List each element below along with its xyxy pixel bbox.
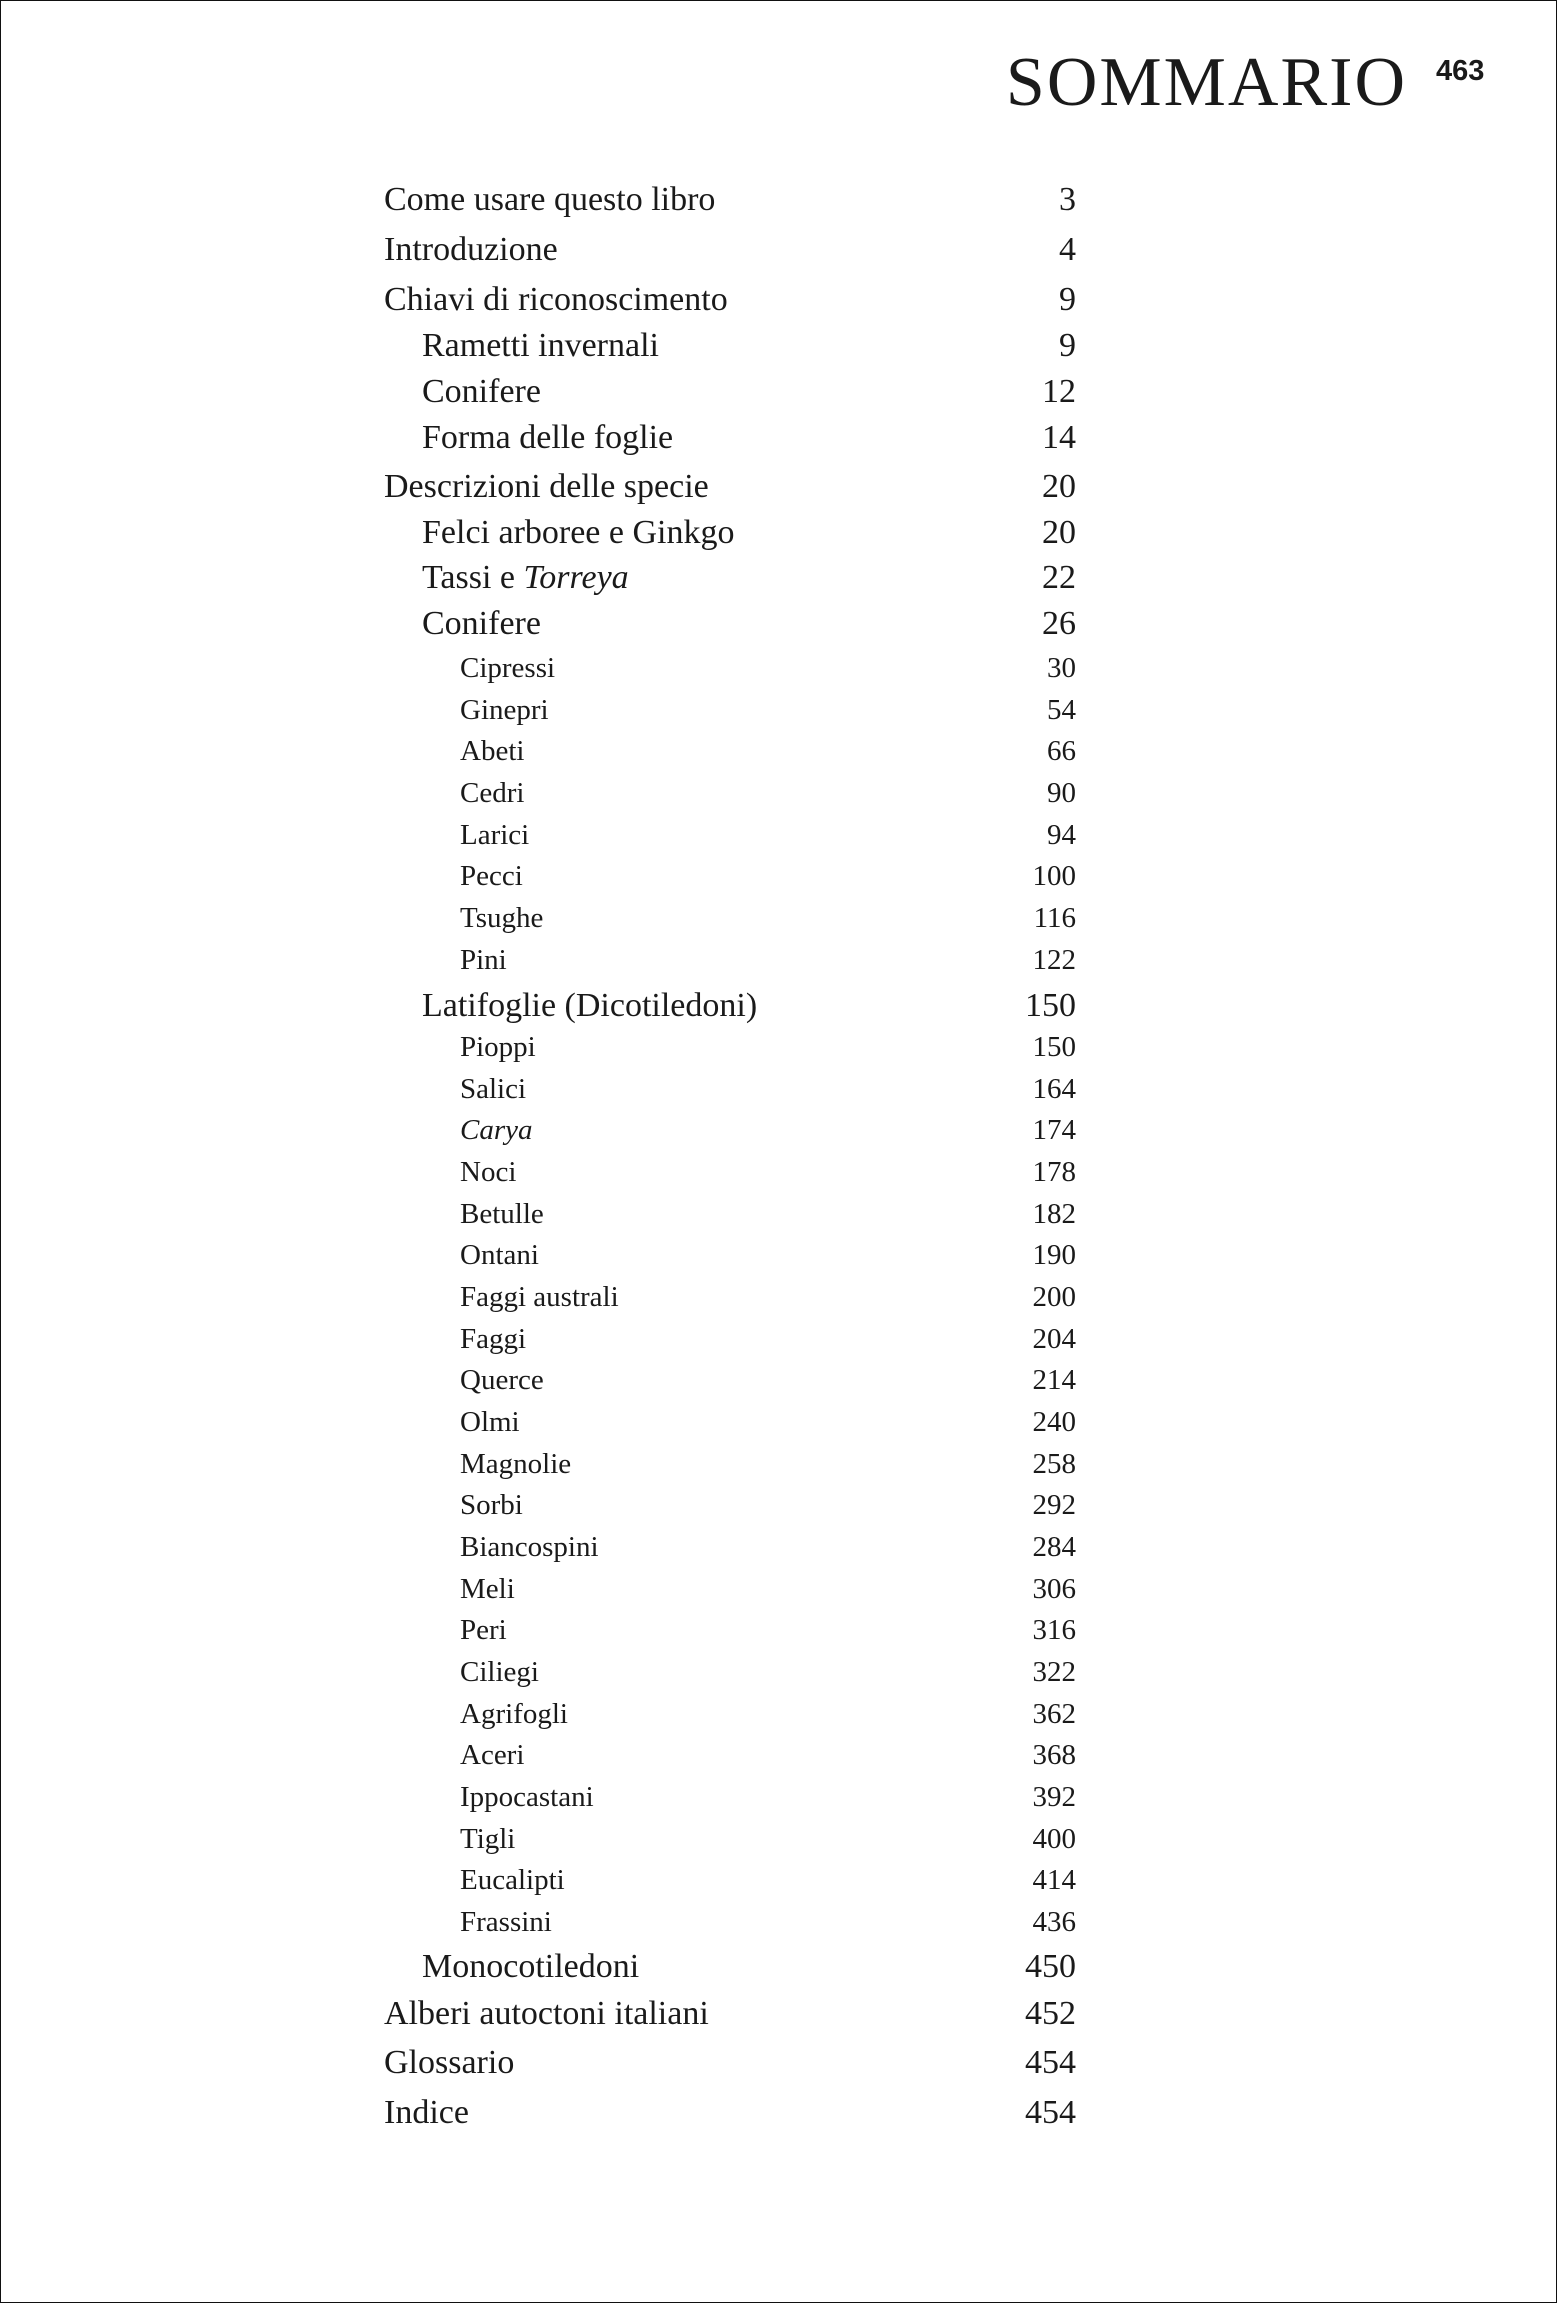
toc-entry-label: Betulle [460,1198,544,1230]
toc-entry [384,2044,1076,2082]
toc-entry [384,559,1076,597]
toc-entry-page: 116 [1033,902,1076,934]
toc-entry-page: 214 [1032,1364,1076,1396]
toc-entry-label: Eucalipti [460,1864,565,1896]
toc-entry [384,1948,1076,1986]
toc-entry-page: 316 [1032,1614,1076,1646]
toc-entry [384,1656,1076,1689]
toc-entry-label: Magnolie [460,1448,572,1480]
toc-entry-label: Forma delle foglie [422,419,674,456]
toc-entry-label: Tsughe [460,902,544,934]
toc-entry [384,1239,1076,1272]
toc-entry [384,694,1076,727]
toc-entry-page: 150 [1032,1031,1076,1063]
toc-entry [384,1073,1076,1106]
toc-entry-label: Tigli [460,1823,516,1855]
toc-entry-label: Larici [460,819,530,851]
toc-entry-page: 22 [1042,559,1076,596]
toc-entry [384,1823,1076,1856]
toc-entry-label: Faggi australi [460,1281,619,1313]
toc-entry-page: 94 [1047,819,1076,851]
toc-entry-page: 292 [1032,1489,1076,1521]
toc-entry-label: Indice [384,2094,469,2131]
toc-entry-label: Come usare questo libro [384,181,716,218]
toc-entry-page: 14 [1042,419,1076,456]
toc-entry-label: Felci arboree e Ginkgo [422,514,735,551]
toc-entry-label: Rametti invernali [422,327,659,364]
toc-entry-page: 258 [1032,1448,1076,1480]
toc-entry-page: 66 [1047,735,1076,767]
toc-entry [384,468,1076,506]
toc-entry-page: 54 [1047,694,1076,726]
toc-entry-page: 30 [1047,652,1076,684]
toc-entry [384,1739,1076,1772]
toc-entry-page: 414 [1032,1864,1076,1896]
toc-entry-page: 100 [1032,860,1076,892]
toc-entry [384,987,1076,1025]
toc-entry-label-italic: Torreya [523,559,629,596]
toc-entry-label: Abeti [460,735,525,767]
toc-entry-label [422,559,629,597]
toc-entry-page: 182 [1032,1198,1076,1230]
toc-entry-page: 454 [1025,2044,1076,2081]
toc-entry [384,1031,1076,1064]
toc-entry-label: Salici [460,1073,527,1105]
toc-entry [384,1198,1076,1231]
toc-entry-page: 12 [1042,373,1076,410]
toc-entry [384,2094,1076,2132]
toc-entry [384,1448,1076,1481]
toc-entry-label: Querce [460,1364,544,1396]
toc-entry-page: 190 [1032,1239,1076,1271]
toc-entry [384,1406,1076,1439]
toc-entry [384,327,1076,365]
toc-entry [384,1698,1076,1731]
toc-entry-page: 3 [1059,181,1076,218]
toc-entry-label: Meli [460,1573,515,1605]
toc-entry-label: Conifere [422,373,541,410]
toc-entry-label: Noci [460,1156,517,1188]
toc-entry [384,1364,1076,1397]
toc-entry-page: 26 [1042,605,1076,642]
toc-entry-label: Sorbi [460,1489,523,1521]
toc-entry [384,1614,1076,1647]
toc-entry [384,1281,1076,1314]
toc-entry-label: Cedri [460,777,525,809]
toc-entry [384,1995,1076,2033]
toc-entry-page: 368 [1032,1739,1076,1771]
toc-entry [384,1781,1076,1814]
toc-entry-page: 90 [1047,777,1076,809]
table-of-contents [384,0,1076,2303]
toc-entry [384,605,1076,643]
toc-entry-page: 392 [1032,1781,1076,1813]
toc-entry [384,514,1076,552]
page-title: SOMMARIO [1005,44,1407,121]
toc-entry-label-text: Tassi e [422,559,524,596]
toc-entry-page: 178 [1032,1156,1076,1188]
toc-entry-page: 150 [1025,987,1076,1024]
toc-entry-label: Ontani [460,1239,539,1271]
toc-entry-label: Latifoglie (Dicotiledoni) [422,987,758,1024]
toc-entry-page: 452 [1025,1995,1076,2032]
toc-entry-page: 240 [1032,1406,1076,1438]
toc-entry [384,231,1076,269]
toc-entry-label: Aceri [460,1739,525,1771]
toc-entry [384,902,1076,935]
toc-entry-label: Glossario [384,2044,515,2081]
toc-entry [384,944,1076,977]
toc-entry-label: Agrifogli [460,1698,568,1730]
toc-entry-page: 9 [1059,281,1076,318]
toc-entry-page: 454 [1025,2094,1076,2131]
toc-entry [384,819,1076,852]
toc-entry-page: 322 [1032,1656,1076,1688]
toc-entry [384,1531,1076,1564]
toc-entry-page: 436 [1032,1906,1076,1938]
toc-entry-label: Ginepri [460,694,549,726]
toc-entry-label: Ciliegi [460,1656,539,1688]
toc-entry-label: Descrizioni delle specie [384,468,709,505]
toc-entry-label: Pecci [460,860,523,892]
toc-entry-label: Introduzione [384,231,558,268]
toc-entry [384,860,1076,893]
toc-entry-label: Conifere [422,605,541,642]
toc-entry-label: Chiavi di riconoscimento [384,281,728,318]
page-number: 463 [1436,55,1485,87]
toc-entry-page: 122 [1032,944,1076,976]
toc-entry [384,1114,1076,1147]
toc-entry [384,419,1076,457]
toc-entry-page: 284 [1032,1531,1076,1563]
toc-entry-page: 9 [1059,327,1076,364]
toc-entry-label: Alberi autoctoni italiani [384,1995,709,2032]
toc-entry [384,735,1076,768]
toc-entry-page: 204 [1032,1323,1076,1355]
toc-entry [384,1906,1076,1939]
toc-entry [384,1323,1076,1356]
toc-entry-label: Cipressi [460,652,556,684]
toc-entry [384,1489,1076,1522]
toc-entry-label: Monocotiledoni [422,1948,640,1985]
toc-entry-page: 362 [1032,1698,1076,1730]
toc-entry [384,1573,1076,1606]
toc-entry-label: Frassini [460,1906,552,1938]
toc-entry-page: 450 [1025,1948,1076,1985]
toc-entry-label: Pini [460,944,507,976]
toc-entry-page: 400 [1032,1823,1076,1855]
toc-entry [384,281,1076,319]
toc-entry [384,1156,1076,1189]
toc-entry-label: Olmi [460,1406,520,1438]
toc-entry-label-italic: Carya [460,1114,533,1146]
toc-entry [384,652,1076,685]
toc-entry-label: Ippocastani [460,1781,594,1813]
toc-entry-page: 20 [1042,514,1076,551]
toc-entry-page: 200 [1032,1281,1076,1313]
toc-entry-label: Peri [460,1614,507,1646]
toc-entry-page: 4 [1059,231,1076,268]
toc-entry-label: Biancospini [460,1531,599,1563]
toc-entry-page: 174 [1032,1114,1076,1146]
toc-entry [384,373,1076,411]
toc-entry-label: Pioppi [460,1031,536,1063]
toc-entry-page: 164 [1032,1073,1076,1105]
toc-entry [384,777,1076,810]
toc-entry-label [460,1114,533,1147]
toc-entry [384,1864,1076,1897]
toc-entry-page: 306 [1032,1573,1076,1605]
toc-entry-page: 20 [1042,468,1076,505]
toc-entry [384,181,1076,219]
toc-entry-label: Faggi [460,1323,527,1355]
